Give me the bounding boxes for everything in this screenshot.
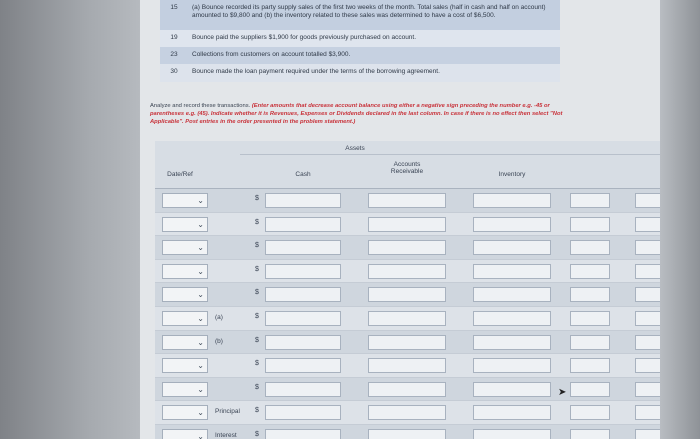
screen-area [140,0,700,439]
transaction-row [160,47,560,64]
cash-input[interactable] [265,264,341,279]
table-row [155,236,700,260]
chevron-down-icon: ⌄ [197,384,204,394]
inventory-input[interactable] [473,429,551,439]
transaction-list [160,0,560,82]
inventory-input[interactable] [473,193,551,208]
table-row [155,378,700,402]
journal-table [155,141,700,439]
accounts-receivable-input[interactable] [368,217,446,232]
date-select[interactable] [162,311,208,326]
accounts-receivable-input[interactable] [368,287,446,302]
inventory-input[interactable] [473,311,551,326]
photo-right-edge [660,0,700,439]
accounts-receivable-input[interactable] [368,193,446,208]
date-select[interactable] [162,382,208,397]
table-rows [155,189,700,439]
inventory-input[interactable] [473,405,551,420]
chevron-down-icon: ⌄ [197,243,204,253]
instructions [150,102,570,126]
dollar-sign: $ [255,430,259,438]
col-header-ar-line1: Accounts [393,161,421,168]
table-row [155,213,700,237]
instructions-red: (Enter amounts that decrease account balance using either a negative sign preceding the number e.g. -45 or parentheses e.g. (45). Indicate whether it is Revenues, Expenses or Dividends declared in the last column. In case if there is no effect then select "Not Applicable". Post entries in the order presented in the problem statement.) [150,103,563,125]
accounts-receivable-input[interactable] [368,335,446,350]
row-ref: (a) [215,313,223,321]
next-column-input[interactable] [570,358,610,373]
next-column-input[interactable] [570,429,610,439]
assets-group-header: Assets [240,141,700,155]
dollar-sign: $ [255,383,259,391]
cash-input[interactable] [265,358,341,373]
table-row [155,331,700,355]
table-row [155,283,700,307]
transaction-day: 19 [160,30,188,47]
date-select[interactable] [162,358,208,373]
dollar-sign: $ [255,360,259,368]
next-column-input[interactable] [570,287,610,302]
cash-input[interactable] [265,217,341,232]
inventory-input[interactable] [473,382,551,397]
transaction-row [160,64,560,82]
next-column-input[interactable] [570,382,610,397]
dollar-sign: $ [255,336,259,344]
transaction-day: 23 [160,47,188,64]
transaction-text: Collections from customers on account totalled $3,900. [188,47,560,64]
photo-left-edge [0,0,150,439]
col-header-accounts-receivable [368,155,446,187]
col-header-date-ref: Date/Ref [167,171,193,178]
table-row [155,401,700,425]
date-select[interactable] [162,429,208,439]
date-select[interactable] [162,335,208,350]
table-row [155,425,700,439]
next-column-input[interactable] [570,193,610,208]
col-header-inventory: Inventory [498,171,526,178]
chevron-down-icon: ⌄ [197,290,204,300]
table-row [155,260,700,284]
cash-input[interactable] [265,311,341,326]
chevron-down-icon: ⌄ [197,431,204,439]
row-ref: Principal [215,408,240,416]
cash-input[interactable] [265,287,341,302]
chevron-down-icon: ⌄ [197,196,204,205]
accounts-receivable-input[interactable] [368,311,446,326]
dollar-sign: $ [255,195,259,202]
accounts-receivable-input[interactable] [368,429,446,439]
transaction-text: Bounce paid the suppliers $1,900 for goods previously purchased on account. [188,30,560,47]
inventory-input[interactable] [473,264,551,279]
accounts-receivable-input[interactable] [368,382,446,397]
date-select[interactable] [162,287,208,302]
cash-input[interactable] [265,382,341,397]
next-column-input[interactable] [570,217,610,232]
dollar-sign: $ [255,242,259,250]
transaction-text: (a) Bounce recorded its party supply sales of the first two weeks of the month. Total sales (half in cash and half on account) amounted to $9,800 and (b) the inventory related to these sales was determined to have a cost of $6,500. [188,0,560,30]
inventory-input[interactable] [473,240,551,255]
next-column-input[interactable] [570,335,610,350]
cash-input[interactable] [265,193,341,208]
transaction-day: 30 [160,64,188,82]
chevron-down-icon: ⌄ [197,313,204,323]
chevron-down-icon: ⌄ [197,219,204,229]
chevron-down-icon: ⌄ [197,408,204,418]
accounts-receivable-input[interactable] [368,358,446,373]
cash-input[interactable] [265,240,341,255]
cash-input[interactable] [265,429,341,439]
accounts-receivable-input[interactable] [368,405,446,420]
next-column-input[interactable] [570,264,610,279]
date-select[interactable] [162,240,208,255]
row-ref: Interest [215,431,237,439]
cash-input[interactable] [265,335,341,350]
date-select[interactable] [162,264,208,279]
table-row [155,189,700,213]
inventory-input[interactable] [473,358,551,373]
instructions-plain: Analyze and record these transactions. [150,103,252,109]
date-select[interactable] [162,217,208,232]
date-select[interactable] [162,193,208,208]
accounts-receivable-input[interactable] [368,264,446,279]
chevron-down-icon: ⌄ [197,337,204,347]
date-select[interactable] [162,405,208,420]
inventory-input[interactable] [473,335,551,350]
inventory-input[interactable] [473,287,551,302]
col-header-cash: Cash [295,171,311,178]
dollar-sign: $ [255,265,259,273]
dollar-sign: $ [255,312,259,320]
dollar-sign: $ [255,289,259,297]
row-ref: (b) [215,337,223,345]
transaction-row [160,30,560,47]
chevron-down-icon: ⌄ [197,361,204,371]
dollar-sign: $ [255,407,259,415]
accounts-receivable-input[interactable] [368,240,446,255]
next-column-input[interactable] [570,405,610,420]
transaction-text: Bounce made the loan payment required under the terms of the borrowing agreement. [188,64,560,82]
dollar-sign: $ [255,218,259,226]
next-column-input[interactable] [570,311,610,326]
chevron-down-icon: ⌄ [197,266,204,276]
col-header-ar-line2: Receivable [390,168,424,175]
inventory-input[interactable] [473,217,551,232]
table-row [155,354,700,378]
transaction-row [160,0,560,30]
next-column-input[interactable] [570,240,610,255]
cash-input[interactable] [265,405,341,420]
mouse-pointer-icon: ➤ [558,387,567,398]
table-row [155,307,700,331]
transaction-day: 15 [160,0,188,30]
